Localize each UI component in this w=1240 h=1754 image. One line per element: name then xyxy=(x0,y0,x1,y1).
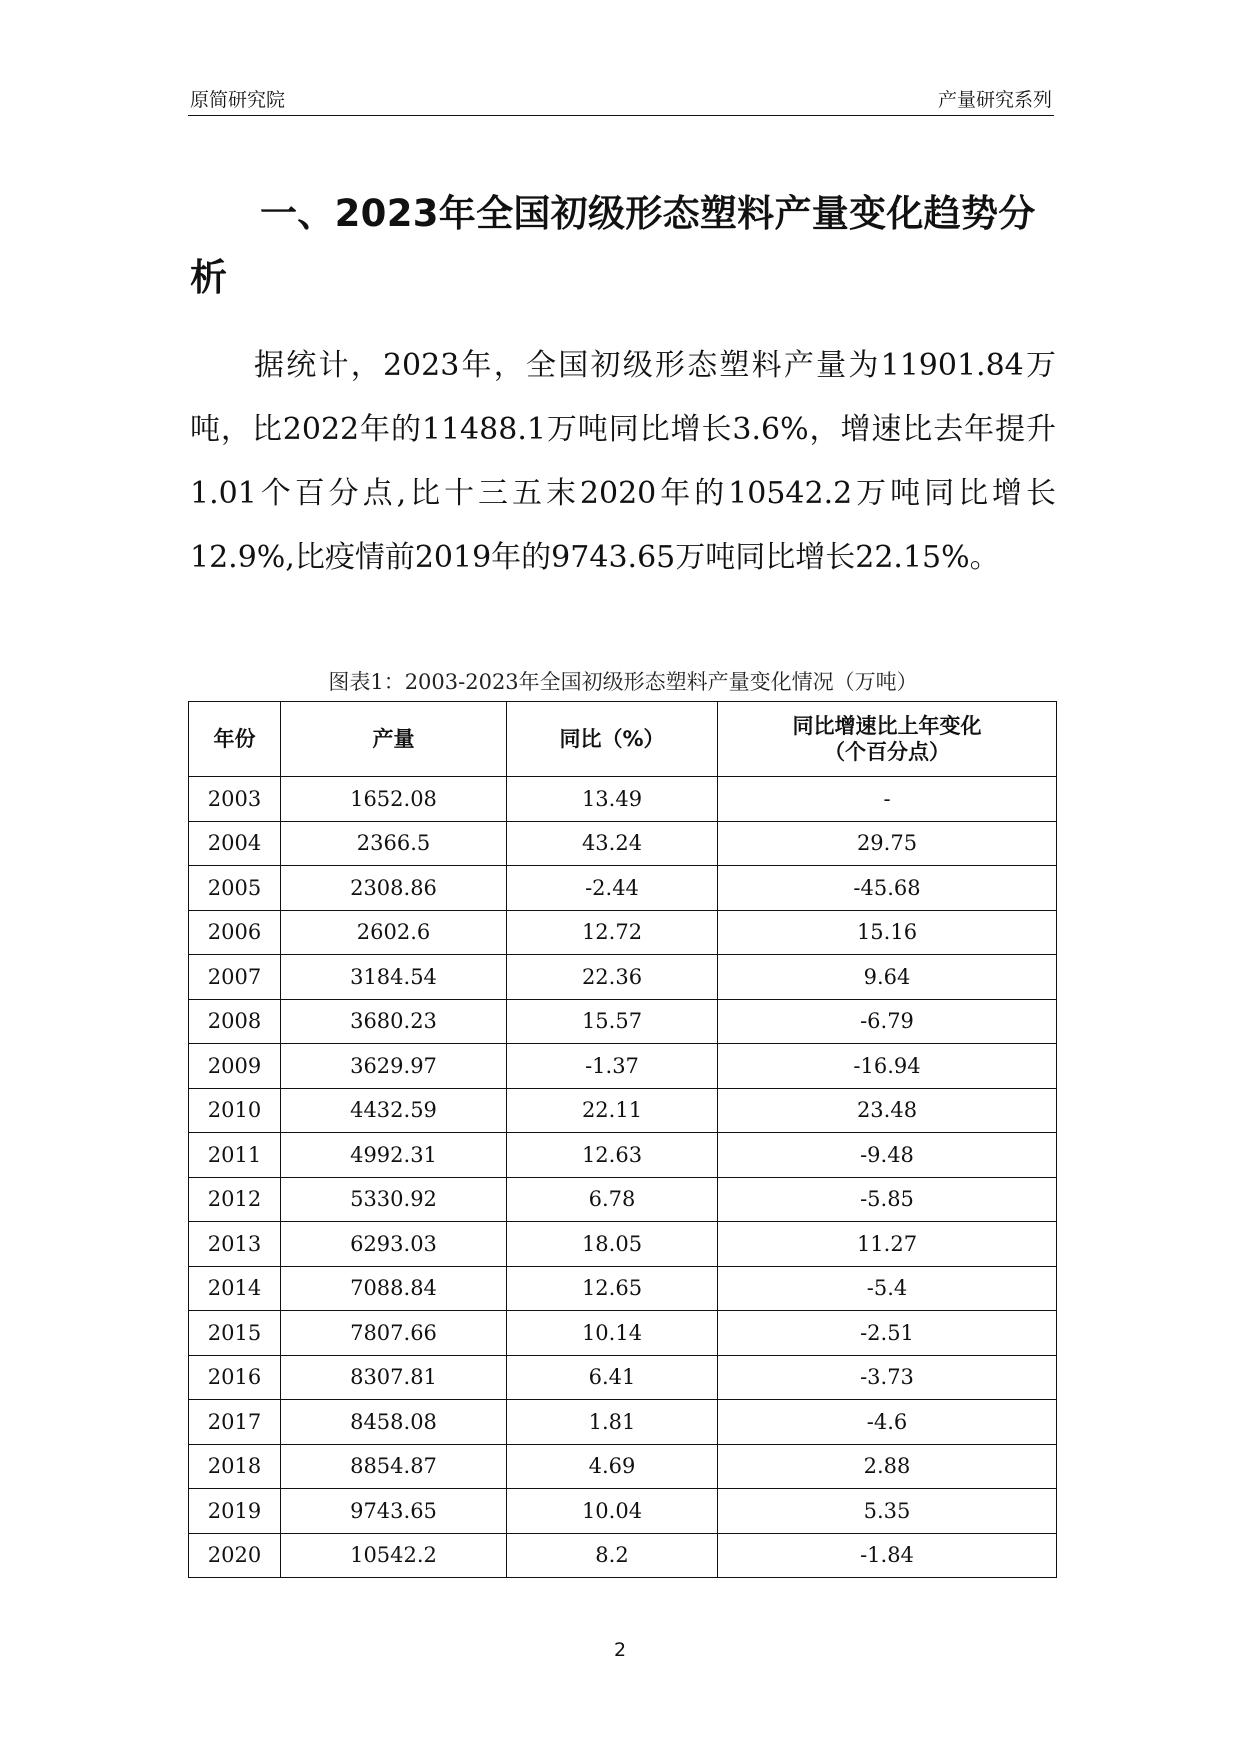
table-row xyxy=(189,866,1057,911)
cell-change: 2.88 xyxy=(718,1444,1057,1489)
cell-year: 2009 xyxy=(189,1044,281,1089)
page-number: 2 xyxy=(613,1639,627,1661)
cell-change: 29.75 xyxy=(718,821,1057,866)
cell-yoy: 22.36 xyxy=(507,955,718,1000)
cell-change: -6.79 xyxy=(718,999,1057,1044)
cell-change: 23.48 xyxy=(718,1088,1057,1133)
header-yoy: 同比（%） xyxy=(507,702,718,777)
table-row xyxy=(189,1400,1057,1445)
header-series: 产量研究系列 xyxy=(937,89,1052,111)
header-year: 年份 xyxy=(189,702,281,777)
cell-yoy: 1.81 xyxy=(507,1400,718,1445)
cell-year: 2019 xyxy=(189,1489,281,1534)
cell-change: -5.4 xyxy=(718,1266,1057,1311)
cell-output: 10542.2 xyxy=(281,1533,507,1578)
cell-change: -4.6 xyxy=(718,1400,1057,1445)
cell-change: 11.27 xyxy=(718,1222,1057,1267)
table-row xyxy=(189,1177,1057,1222)
cell-year: 2004 xyxy=(189,821,281,866)
cell-yoy: 6.78 xyxy=(507,1177,718,1222)
cell-year: 2003 xyxy=(189,777,281,822)
cell-yoy: -2.44 xyxy=(507,866,718,911)
table-row xyxy=(189,1533,1057,1578)
cell-yoy: 15.57 xyxy=(507,999,718,1044)
table-row xyxy=(189,1266,1057,1311)
body-paragraph: 据统计，2023年，全国初级形态塑料产量为11901.84万吨，比2022年的11488.1万吨同比增长3.6%，增速比去年提升1.01个百分点,比十三五末2020年的10542.2万吨同比增长12.9%,比疫情前2019年的9743.65万吨同比增长22.15%。 xyxy=(190,348,1056,575)
table-body xyxy=(189,777,1057,1578)
table-row xyxy=(189,910,1057,955)
table-row xyxy=(189,1355,1057,1400)
cell-change: - xyxy=(718,777,1057,822)
header-change-line2: （个百分点） xyxy=(824,740,950,764)
cell-change: -5.85 xyxy=(718,1177,1057,1222)
cell-year: 2016 xyxy=(189,1355,281,1400)
cell-change: -1.84 xyxy=(718,1533,1057,1578)
cell-output: 1652.08 xyxy=(281,777,507,822)
table-row xyxy=(189,999,1057,1044)
cell-yoy: 10.04 xyxy=(507,1489,718,1534)
production-table xyxy=(188,701,1057,1578)
table-row xyxy=(189,955,1057,1000)
cell-yoy: 13.49 xyxy=(507,777,718,822)
cell-yoy: 43.24 xyxy=(507,821,718,866)
cell-yoy: 4.69 xyxy=(507,1444,718,1489)
header-change-line1: 同比增速比上年变化 xyxy=(792,714,982,738)
cell-change: -3.73 xyxy=(718,1355,1057,1400)
table-row xyxy=(189,1088,1057,1133)
header-change xyxy=(718,702,1057,777)
cell-yoy: 22.11 xyxy=(507,1088,718,1133)
table-row xyxy=(189,821,1057,866)
table-caption: 图表1：2003-2023年全国初级形态塑料产量变化情况（万吨） xyxy=(328,670,918,694)
cell-output: 8854.87 xyxy=(281,1444,507,1489)
cell-change: -16.94 xyxy=(718,1044,1057,1089)
header-organization: 原简研究院 xyxy=(190,89,286,111)
cell-yoy: 12.65 xyxy=(507,1266,718,1311)
cell-output: 4992.31 xyxy=(281,1133,507,1178)
table-header-row xyxy=(189,702,1057,777)
cell-yoy: 12.72 xyxy=(507,910,718,955)
cell-year: 2018 xyxy=(189,1444,281,1489)
cell-output: 7807.66 xyxy=(281,1311,507,1356)
cell-yoy: 18.05 xyxy=(507,1222,718,1267)
cell-yoy: 12.63 xyxy=(507,1133,718,1178)
cell-year: 2008 xyxy=(189,999,281,1044)
cell-year: 2015 xyxy=(189,1311,281,1356)
cell-change: -9.48 xyxy=(718,1133,1057,1178)
cell-output: 2308.86 xyxy=(281,866,507,911)
cell-output: 5330.92 xyxy=(281,1177,507,1222)
cell-output: 2602.6 xyxy=(281,910,507,955)
cell-year: 2020 xyxy=(189,1533,281,1578)
cell-year: 2006 xyxy=(189,910,281,955)
table-row xyxy=(189,1222,1057,1267)
cell-output: 4432.59 xyxy=(281,1088,507,1133)
cell-output: 7088.84 xyxy=(281,1266,507,1311)
cell-change: 15.16 xyxy=(718,910,1057,955)
cell-output: 8458.08 xyxy=(281,1400,507,1445)
header-divider xyxy=(188,115,1054,116)
table-row xyxy=(189,777,1057,822)
table-row xyxy=(189,1444,1057,1489)
cell-change: 5.35 xyxy=(718,1489,1057,1534)
cell-change: -2.51 xyxy=(718,1311,1057,1356)
cell-year: 2005 xyxy=(189,866,281,911)
cell-output: 9743.65 xyxy=(281,1489,507,1534)
cell-yoy: 10.14 xyxy=(507,1311,718,1356)
cell-output: 3629.97 xyxy=(281,1044,507,1089)
cell-output: 6293.03 xyxy=(281,1222,507,1267)
cell-year: 2014 xyxy=(189,1266,281,1311)
cell-change: -45.68 xyxy=(718,866,1057,911)
cell-year: 2013 xyxy=(189,1222,281,1267)
table-row xyxy=(189,1044,1057,1089)
table-row xyxy=(189,1133,1057,1178)
cell-yoy: -1.37 xyxy=(507,1044,718,1089)
cell-year: 2011 xyxy=(189,1133,281,1178)
cell-change: 9.64 xyxy=(718,955,1057,1000)
cell-year: 2010 xyxy=(189,1088,281,1133)
cell-output: 3680.23 xyxy=(281,999,507,1044)
header-output: 产量 xyxy=(281,702,507,777)
table-row xyxy=(189,1489,1057,1534)
cell-year: 2017 xyxy=(189,1400,281,1445)
cell-year: 2012 xyxy=(189,1177,281,1222)
table-row xyxy=(189,1311,1057,1356)
cell-output: 2366.5 xyxy=(281,821,507,866)
section-title: 一、2023年全国初级形态塑料产量变化趋势分析 xyxy=(190,192,1036,299)
cell-yoy: 8.2 xyxy=(507,1533,718,1578)
cell-output: 8307.81 xyxy=(281,1355,507,1400)
cell-yoy: 6.41 xyxy=(507,1355,718,1400)
cell-year: 2007 xyxy=(189,955,281,1000)
cell-output: 3184.54 xyxy=(281,955,507,1000)
